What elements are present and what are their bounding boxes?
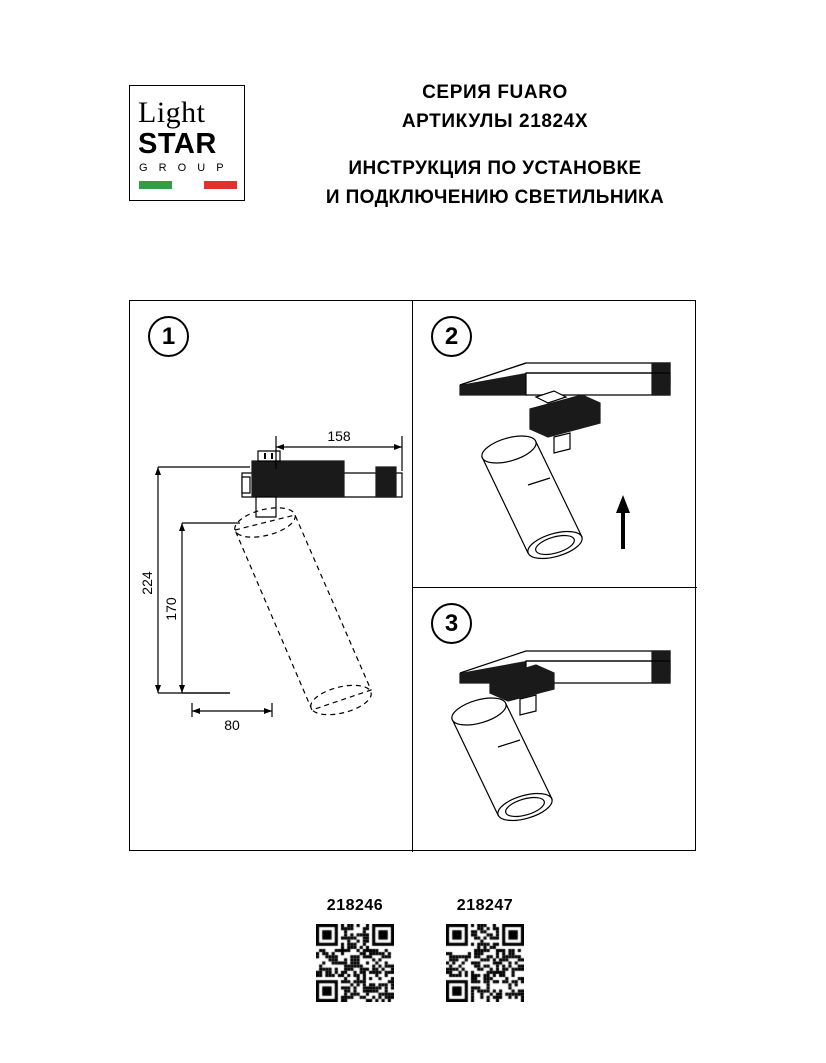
dimension-label-170: 170 — [163, 597, 179, 621]
product-code-item — [435, 897, 535, 1002]
series-title: СЕРИЯ FUARO — [422, 82, 568, 103]
title-block — [280, 78, 710, 212]
logo-text-star: STAR — [138, 128, 217, 160]
product-codes — [283, 897, 553, 1027]
dimension-label-224: 224 — [139, 571, 155, 595]
article-title: АРТИКУЛЫ 21824X — [401, 111, 589, 132]
product-code-label: 218247 — [456, 897, 514, 914]
qr-code-218247 — [446, 924, 524, 1002]
dimension-label-80: 80 — [224, 717, 240, 733]
step-badge-2: 2 — [431, 316, 472, 357]
instruction-panels — [129, 300, 696, 851]
italian-flag-icon — [139, 181, 237, 189]
logo-text-light: Light — [138, 96, 206, 129]
document-header — [0, 78, 826, 228]
qr-code-218246 — [316, 924, 394, 1002]
dimension-label-158: 158 — [327, 428, 351, 444]
instruction-title-line2: И ПОДКЛЮЧЕНИЮ СВЕТИЛЬНИКА — [325, 187, 665, 208]
logo-text-group: G R O U P — [139, 162, 228, 174]
brand-logo — [129, 85, 245, 201]
product-code-item — [305, 897, 405, 1002]
step-badge-1: 1 — [148, 316, 189, 357]
instruction-title-line1: ИНСТРУКЦИЯ ПО УСТАНОВКЕ — [348, 158, 642, 179]
step-badge-3: 3 — [431, 603, 472, 644]
panel-drawings — [130, 301, 697, 852]
product-code-label: 218246 — [326, 897, 384, 914]
